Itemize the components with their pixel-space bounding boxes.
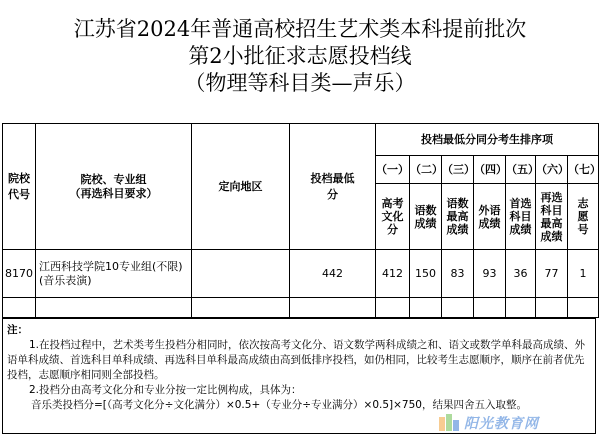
rank-label-7: 志愿号 — [568, 184, 599, 250]
rank-number-6: （六） — [536, 156, 568, 184]
rank-number-1: （一） — [376, 156, 410, 184]
title-line-2: 第2小批征求志愿投档线 — [188, 44, 412, 68]
rank-number-4: （四） — [474, 156, 506, 184]
rank-label-6: 再选科目最高成绩 — [536, 184, 568, 250]
empty-cell — [192, 298, 290, 318]
header-school-group — [36, 124, 192, 250]
watermark-logo-icon — [438, 413, 460, 433]
rank-label-5: 首选科目成绩 — [506, 184, 536, 250]
cell-rank-5: 36 — [506, 250, 536, 298]
cell-rank-1: 412 — [376, 250, 410, 298]
header-rank-items: 投档最低分同分考生排序项 — [376, 124, 599, 156]
notes-item-1: 1.在投档过程中，艺术类考生投档分相同时，依次按高考文化分、语文数学两科成绩之和、语文或数学单科最高成绩、外语单科成绩、首选科目单科成绩、再选科目单科最高成绩由高到低排序投档，如仍相同，比较考生志愿顺序，顺序在前者优先投档，志愿顺序相同则全部投档。 — [7, 339, 586, 381]
empty-row — [3, 298, 599, 318]
empty-cell — [568, 298, 599, 318]
rank-label-2: 语数成绩 — [410, 184, 442, 250]
rank-number-7: （七） — [568, 156, 599, 184]
cell-rank-7: 1 — [568, 250, 599, 298]
empty-cell — [36, 298, 192, 318]
rank-number-2: （二） — [410, 156, 442, 184]
empty-cell — [536, 298, 568, 318]
rank-label-1: 高考文化分 — [376, 184, 410, 250]
notes-formula: 音乐类投档分=[（高考文化分÷文化满分）×0.5+（专业分÷专业满分）×0.5]×750，结果四舍五入取整。 — [31, 399, 527, 411]
header-school-group-label: 院校、专业组 — [80, 172, 147, 186]
rank-number-3: （三） — [442, 156, 474, 184]
cell-group: 江西科技学院10专业组(不限)(音乐表演) — [36, 250, 192, 298]
admission-table — [2, 123, 599, 318]
notes-item-2: 2.投档分由高考文化分和专业分按一定比例构成，具体为： — [29, 384, 302, 396]
header-region: 定向地区 — [192, 124, 290, 250]
watermark-text: 阳光教育网 — [464, 416, 539, 432]
cell-code: 8170 — [3, 250, 36, 298]
cell-rank-6: 77 — [536, 250, 568, 298]
watermark — [438, 412, 539, 434]
notes-label: 注： — [7, 324, 28, 336]
empty-cell — [506, 298, 536, 318]
cell-region — [192, 250, 290, 298]
title-line-3: （物理等科目类—声乐） — [184, 71, 416, 95]
cell-rank-4: 93 — [474, 250, 506, 298]
empty-cell — [290, 298, 376, 318]
header-school-code: 院校代号 — [3, 124, 36, 250]
empty-cell — [3, 298, 36, 318]
title-line-1: 江苏省2024年普通高校招生艺术类本科提前批次 — [73, 17, 527, 41]
rank-number-5: （五） — [506, 156, 536, 184]
header-min-score: 投档最低分 — [290, 124, 376, 250]
empty-cell — [442, 298, 474, 318]
cell-min-score: 442 — [290, 250, 376, 298]
rank-label-3: 语数最高成绩 — [442, 184, 474, 250]
cell-rank-2: 150 — [410, 250, 442, 298]
rank-label-4: 外语成绩 — [474, 184, 506, 250]
header-school-group-note: （再选科目要求） — [69, 186, 158, 200]
empty-cell — [376, 298, 410, 318]
empty-cell — [474, 298, 506, 318]
empty-cell — [410, 298, 442, 318]
cell-rank-3: 83 — [442, 250, 474, 298]
table-row — [3, 250, 599, 298]
